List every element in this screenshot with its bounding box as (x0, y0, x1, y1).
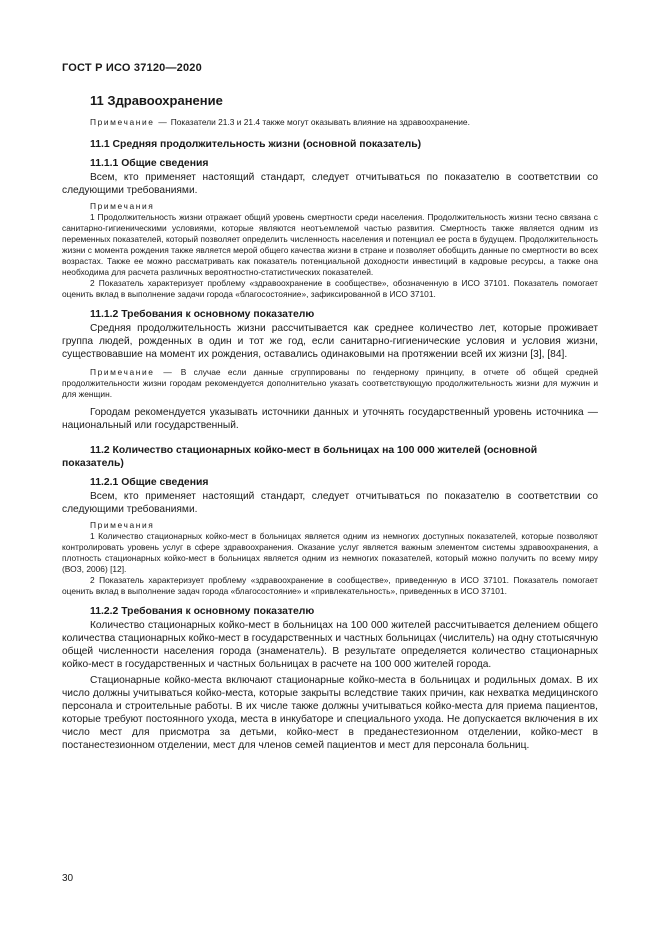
note-11-2-1-2: 2 Показатель характеризует проблему «здравоохранение в сообществе», приведенную в ИСО 37101. Показатель помогает оценить вклад в выполнение задач города «благосостояние» и «привлекательность», приведенных в ИСО 37101. (62, 575, 598, 596)
section-note (62, 117, 598, 128)
note-11-1-1-2: 2 Показатель характеризует проблему «здравоохранение в сообществе», обозначенную в ИСО 37101. Показатель помогает оценить вклад в выполнение задачи города «благосостояние», зафиксированной в ИСО 37101. (62, 278, 598, 299)
subsection-title-11-1: 11.1 Средняя продолжительность жизни (основной показатель) (90, 139, 422, 150)
note-text: Показатели 21.3 и 21.4 также могут оказывать влияние на здравоохранение. (170, 117, 470, 127)
clause-text-11-2-1: Всем, кто применяет настоящий стандарт, следует отчитываться по показателю в соответствии со следующими требованиями. (62, 491, 598, 515)
document-header: ГОСТ Р ИСО 37120—2020 (62, 62, 202, 74)
clause-text-11-1-2-b: Городам рекомендуется указывать источники данных и уточнять государственный уровень источника — национальный или государственный. (62, 407, 598, 431)
clause-title-11-1-2: 11.1.2 Требования к основному показателю (90, 309, 315, 320)
section-title: 11 Здравоохранение (90, 93, 223, 108)
page-content (62, 92, 598, 752)
clause-text-11-1-2: Средняя продолжительность жизни рассчитывается как среднее количество лет, которые проживает группа людей, рожденных в один и тот же год, если санитарно-гигиенические условия и условия жизни, существовавшие на момент их рождения, оставались одинаковыми на протяжении всей их жизни [3], [84]. (62, 323, 598, 360)
clause-title-11-2-2: 11.2.2 Требования к основному показателю (90, 606, 315, 617)
clause-text-11-1-1: Всем, кто применяет настоящий стандарт, следует отчитываться по показателю в соответствии со следующими требованиями. (62, 172, 598, 196)
note-11-1-1-1: 1 Продолжительность жизни отражает общий уровень смертности среди населения. Продолжительность жизни тесно связана с санитарно-гигиеническими условиями, которые являются неотъемлемой частью развития. Смертность также является одним из переменных показателей, который позволяет определить численность населения и потенциал ее роста в будущем. Продолжительность жизни с момента рождения также является мерой общего качества жизни в стране и позволяет обобщить данные по смертности во всех возрастах. Также ее можно рассматривать как показатель потенциальной доходности инвестиций в кадровые ресурсы, а также она необходима для расчета различных вероятностно-статистических показателей. (62, 212, 598, 277)
notes-heading: Примечания (90, 520, 155, 530)
note-text: В случае если данные сгруппированы по гендерному принципу, в отчете об общей средней продолжительности жизни городам рекомендуется дополнительно указать соответствующую продолжительность жизни для мужчин и для женщин. (62, 367, 598, 399)
note-label: Примечание — (90, 117, 169, 127)
clause-note-11-1-2 (62, 367, 598, 400)
clause-text-11-2-2-b: Стационарные койко-места включают стационарные койко-места в больницах и родильных домах. В их число должны учитываться койко-места, которые закрыты вследствие таких причин, как нехватка медицинского персонала и строительные работы. В их числе также должны учитываться койко-места для приема пациентов, которые требуют постоянного ухода, места в инкубаторе и специального ухода. Не допускается включения в их число мест для присмотра за детьми, койко-мест в преданестезионном отделении, койко-мест в постанестезионном отделении, мест для членов семей пациентов и мест для персонала больниц. (62, 675, 598, 751)
clause-text-11-2-2: Количество стационарных койко-мест в больницах на 100 000 жителей рассчитывается делением общего количества стационарных койко-мест в государственных и частных больницах (числитель) на одну стотысячную общей численности населения города (знаменатель). В результате определяется количество стационарных койко-мест в государственных и частных больницах в расчете на 100 000 жителей города. (62, 620, 598, 670)
clause-title-11-2-1: 11.2.1 Общие сведения (90, 477, 209, 488)
clause-title-11-1-1: 11.1.1 Общие сведения (90, 158, 209, 169)
note-11-2-1-1: 1 Количество стационарных койко-мест в больницах является одним из немногих доступных показателей, которые позволяют контролировать уровень услуг в сфере здравоохранения. Оказание услуг является важным элементом системы здравоохранения, а плотность стационарных койко-мест в больницах является одним из немногих показателей, который можно получить по всему миру (ВОЗ, 2006) [12]. (62, 531, 598, 574)
page-number: 30 (62, 873, 74, 884)
subsection-title-11-2: 11.2 Количество стационарных койко-мест в больницах на 100 000 жителей (основной показатель) (62, 445, 538, 469)
note-label: Примечание — (90, 367, 174, 377)
notes-heading: Примечания (90, 201, 155, 211)
